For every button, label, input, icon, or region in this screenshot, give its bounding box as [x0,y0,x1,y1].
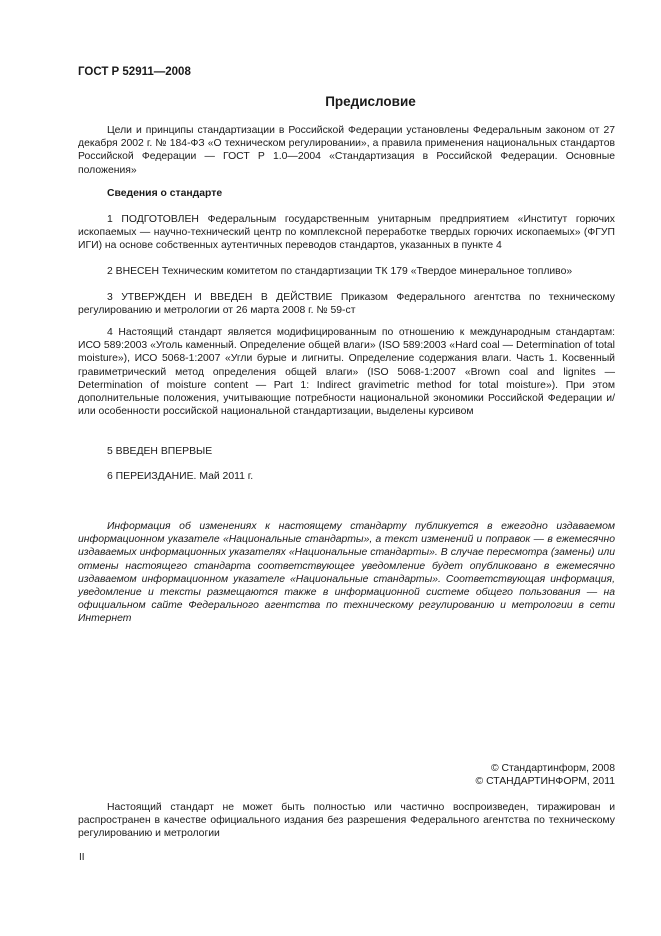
list-item: 3 УТВЕРЖДЕН И ВВЕДЕН В ДЕЙСТВИЕ Приказом Федерального агентства по техническому регулированию и метрологии от 26 марта 2008 г. № 59-ст [78,292,615,317]
list-item: 5 ВВЕДЕН ВПЕРВЫЕ [107,446,213,457]
intro-paragraph: Цели и принципы стандартизации в Российской Федерации установлены Федеральным законом от 27 декабря 2002 г. № 184-ФЗ «О техническом регулировании», а правила применения национальных стандартов Российской Федерации — ГОСТ Р 1.0—2004 «Стандартизация в Российской Федерации. Основные положения» [78,125,615,176]
reproduction-restriction: Настоящий стандарт не может быть полностью или частично воспроизведен, тиражирован и распространен в качестве официального издания без разрешения Федерального агентства по техническому регулированию и метрологии [78,802,615,840]
amendments-notice: Информация об изменениях к настоящему стандарту публикуется в ежегодно издаваемом информационном указателе «Национальные стандарты», а текст изменений и поправок — в ежемесячно издаваемых информационных указателях «Национальные стандарты». В случае пересмотра (замены) или отмены настоящего стандарта соответствующее уведомление будет опубликовано в ежемесячно издаваемом информационном указателе «Национальные стандарты». Соответствующая информация, уведомление и тексты размещаются также в информационной системе общего пользования — на официальном сайте Федерального агентства по техническому регулированию и метрологии в сети Интернет [78,521,615,625]
standard-info-heading: Сведения о стандарте [107,188,223,199]
standard-code: ГОСТ Р 52911—2008 [78,66,191,78]
list-item: 4 Настоящий стандарт является модифицированным по отношению к международным стандартам: ИСО 589:2003 «Уголь каменный. Определение общей влаги» (ISO 589:2003 «Hard coal — Determination of total moisture»), ИСО 5068-1:2007 «Угли бурые и лигниты. Определение содержания влаги. Часть 1. Косвенный гравиметрический метод определения общей влаги» (ISO 5068-1:2007 «Brown coal and lignites — Determination of moisture content — Part 1: Indirect gravimetric method for total moisture»). При этом дополнительные положения, учитывающие потребности национальной экономики Российской Федерации и/или особенности российской национальной стандартизации, выделены курсивом [78,327,615,418]
list-item: 1 ПОДГОТОВЛЕН Федеральным государственным унитарным предприятием «Институт горючих ископаемых — научно-технический центр по комплексной переработке твердых горючих ископаемых» (ФГУП ИГИ) на основе собственных аутентичных переводов стандартов, указанных в пункте 4 [78,214,615,252]
page-title: Предисловие [325,94,416,109]
list-item: 6 ПЕРЕИЗДАНИЕ. Май 2011 г. [107,471,254,482]
page-number: II [79,852,85,863]
copyright-line: © Стандартинформ, 2008 [490,763,615,774]
list-item: 2 ВНЕСЕН Техническим комитетом по стандартизации ТК 179 «Твердое минеральное топливо» [107,266,573,277]
copyright-line: © СТАНДАРТИНФОРМ, 2011 [475,776,615,787]
